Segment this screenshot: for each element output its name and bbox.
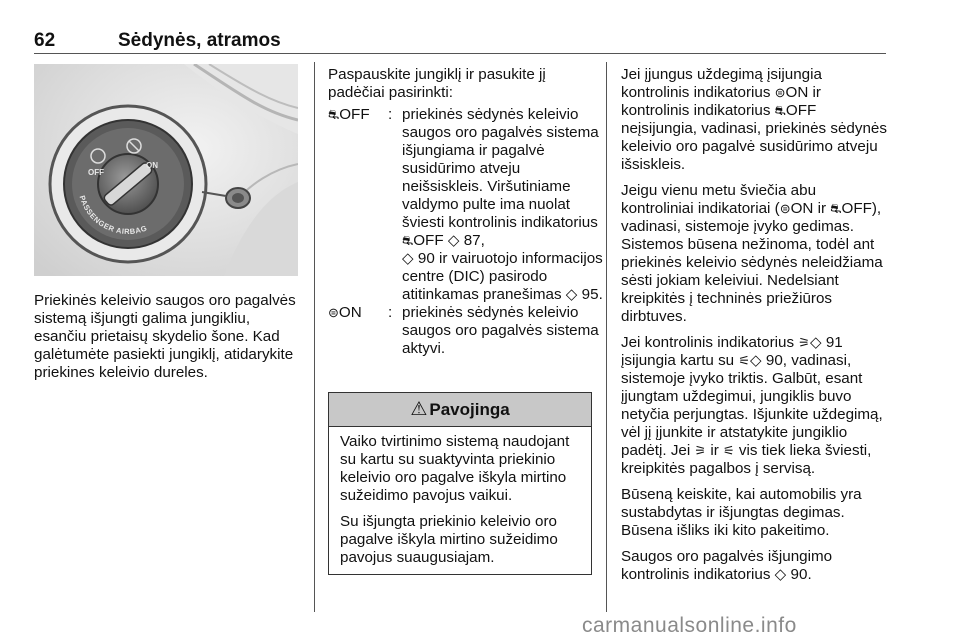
term-on: ⊜ON (328, 304, 362, 321)
instruction-paragraph: Paspauskite jungiklį ir pasukite jį padėčiai pasirinkti: (328, 66, 546, 101)
col3-paragraph-1: Jei įjungus uždegimą įsijungia kontrolinis indikatorius ⊜ON ir kontrolinis indikatorius ⛐OFF neįsijungia, vadinasi, priekinės sėdynės keleivio oro pagalvė susidūrimo atveju išsiskleis. (621, 66, 887, 173)
passenger-airbag-off-icon: ⛐ (402, 233, 414, 248)
warning-header (329, 393, 591, 427)
description-off: priekinės sėdynės keleivio saugos oro pagalvės sistema išjungiama ir pagalvė susidūrimo atveju neišsiskleis. Viršutiniame valdymo pulte ima nuolat šviesti kontrolinis indikatorius ⛐OFF ◇ 87, ◇ 90 ir vairuotojo informacijos centre (DIC) pasirodo atitinkamas pranešimas ◇ 95. (402, 106, 603, 303)
reference-arrow-icon: ◇ (809, 334, 822, 351)
warning-paragraph-1: Vaiko tvirtinimo sistemą naudojant su kartu su suaktyvinta priekinio keleivio oro pagalve iškyla mirtino sužeidimo pavojus vaikui. (340, 433, 570, 504)
intro-paragraph: Priekinės keleivio saugos oro pagalvės sistemą išjungti galima jungikliu, esančiu prietaisų skydelio šone. Kad galėtumėte pasiekti jungiklį, atidarykite priekines keleivio dureles. (34, 292, 296, 381)
warning-title: Pavojinga (429, 400, 510, 419)
seat-belt-indicator-icon: ⚟ (723, 443, 735, 458)
position-definitions (328, 106, 604, 358)
passenger-airbag-on-icon: ⊜ (328, 305, 339, 320)
dial-on-label: ON (146, 161, 158, 170)
term-off: ⛐OFF (328, 106, 370, 123)
passenger-airbag-off-icon: ⛐ (774, 103, 786, 118)
seat-belt-indicator-icon: ⚟ (738, 353, 750, 368)
column-divider-left (314, 62, 315, 612)
warning-body (329, 427, 591, 567)
airbag-indicator-icon: ⚞ (798, 335, 810, 350)
col3-paragraph-4: Būseną keiskite, kai automobilis yra sustabdytas ir išjungtas degimas. Būsena išliks iki kito pakeitimo. (621, 486, 862, 539)
reference-arrow-icon: ◇ (750, 352, 762, 369)
chapter-title: Sėdynės, atramos (118, 30, 281, 51)
reference-arrow-icon: ◇ (774, 566, 787, 583)
col3-paragraph-3: Jei kontrolinis indikatorius ⚞◇ 91 įsijungia kartu su ⚟◇ 90, vadinasi, sistemoje įvyko triktis. Galbūt, esant įjungtam uždegimui, jungiklis buvo netyčia perjungtas. Išjunkite uždegimą, vėl jį įjunkite ir atstatykite jungiklio padėtį. Jei ⚞ ir ⚟ vis tiek lieka šviesti, kreipkitės pagalbos į servisą. (621, 334, 883, 477)
reference-arrow-icon: ◇ (402, 250, 414, 267)
reference-arrow-icon: ◇ (565, 286, 578, 303)
definition-on: ⊜ON : priekinės sėdynės keleivio saugos oro pagalvės sistema aktyvi. (328, 304, 604, 358)
page-number: 62 (34, 30, 56, 51)
column-3 (621, 66, 889, 592)
description-on: priekinės sėdynės keleivio saugos oro pagalvės sistema aktyvi. (402, 304, 599, 357)
passenger-airbag-on-icon: ⊜ (774, 85, 786, 100)
column-divider-right (606, 62, 607, 612)
col3-paragraph-2: Jeigu vienu metu šviečia abu kontroliniai indikatoriai (⊜ON ir ⛐OFF), vadinasi, sistemoje įvyko gedimas. Sistemos būsena nežinoma, todėl ant priekinės keleivio sėdynės neleidžiama sėsti jokiam keleiviui. Nedelsiant kreipkitės į techninės priežiūros dirbtuves. (621, 182, 883, 325)
airbag-switch-illustration (34, 64, 298, 276)
column-1 (34, 292, 302, 390)
passenger-airbag-on-icon: ⊜ (779, 201, 791, 216)
airbag-indicator-icon: ⚞ (694, 443, 707, 458)
dial-ring-label: PASSENGER AIRBAG (77, 194, 149, 237)
passenger-airbag-off-icon: ⛐ (830, 201, 842, 216)
column-2 (328, 66, 603, 358)
page-header (34, 28, 886, 54)
warning-box (328, 392, 592, 575)
watermark: carmanualsonline.info (582, 614, 797, 637)
warning-triangle-icon: ⚠ (410, 399, 428, 420)
warning-paragraph-2: Su išjungta priekinio keleivio oro pagalve iškyla mirtino sužeidimo pavojus suaugusiajam. (340, 513, 558, 566)
dial-off-label: OFF (88, 168, 104, 177)
col3-paragraph-5: Saugos oro pagalvės išjungimo kontrolinis indikatorius ◇ 90. (621, 548, 833, 583)
definition-off: ⛐OFF : priekinės sėdynės keleivio saugos oro pagalvės sistema išjungiama ir pagalvė susidūrimo atveju neišsiskleis. Viršutiniame valdymo pulte ima nuolat šviesti kontrolinis indikatorius ⛐OFF ◇ 87, ◇ 90 ir vairuotojo informacijos centre (DIC) pasirodo atitinkamas pranešimas ◇ 95. (328, 106, 603, 303)
passenger-airbag-off-icon: ⛐ (328, 107, 340, 122)
reference-arrow-icon: ◇ (447, 232, 460, 249)
